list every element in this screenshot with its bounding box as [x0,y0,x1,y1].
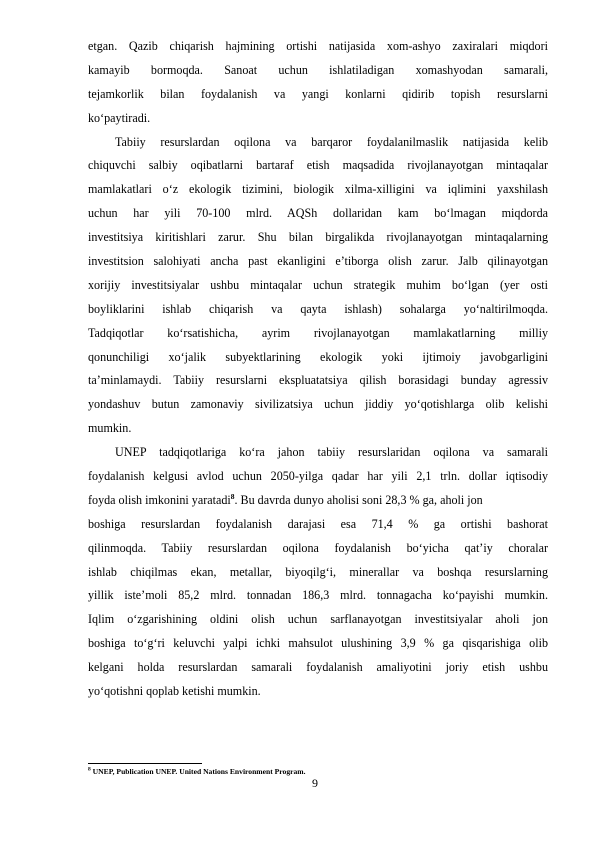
text-line: ta’minlamaydi. Tabiiy resurslarni ekspluatatsiya qilish borasidagi bunday agressiv [88,373,548,388]
text-line: ishlab chiqilmas ekan, metallar, biyoqilg‘i, minerallar va boshqa resurslarning [88,564,548,579]
text-line: boyliklarini ishlab chiqarish va qayta ishlash) sohalarga yo‘naltirilmoqda. [88,301,548,316]
text-line: ko‘paytiradi. [88,110,151,125]
footnote-reference: 8 [230,491,235,501]
text-line: kamayib bormoqda. Sanoat uchun ishlatiladigan xomashyodan samarali, [88,62,548,77]
text-line: yillik iste’moli 85,2 mlrd. tonnadan 186,3 mlrd. tonnagacha ko‘payishi mumkin. [88,588,548,603]
text-line: chiquvchi salbiy oqibatlarni bartaraf etish maqsadida rivojlanayotgan mintaqalar [88,158,548,173]
text-line: qonunchiligi xo‘jalik subyektlarining ekologik yoki ijtimoiy javobgarligini [88,349,548,364]
text-line: UNEP tadqiqotlariga ko‘ra jahon tabiiy resurslaridan oqilona va samarali [115,445,548,460]
text-line: Iqlim o‘zgarishining oldini olish uchun sarflanayotgan investitsiyalar aholi jon [88,612,548,627]
paragraph-3 [88,441,548,704]
text-line: etgan. Qazib chiqarish hajmining ortishi natijasida xom-ashyo zaxiralari miqdori [88,39,548,53]
text-line: Tabiiy resurslardan oqilona va barqaror foydalanilmaslik natijasida kelib [115,134,548,149]
text-line: yondashuv butun zamonaviy sivilizatsiya uchun jiddiy yo‘qotishlarga olib kelishi [88,397,548,412]
text-line: kelgani holda resurslardan samarali foydalanish amaliyotini joriy etish ushbu [88,660,548,675]
text-line: boshiga to‘g‘ri keluvchi yalpi ichki mahsulot ulushining 3,9 % ga qisqarishiga olib [88,636,548,651]
text-line: uchun har yili 70-100 mlrd. AQSh dollaridan kam bo‘lmagan miqdorda [88,206,548,221]
text-line: mamlakatlari o‘z ekologik tizimini, biologik xilma-xilligini va iqlimini yaxshilash [88,182,548,197]
footnote [88,767,306,776]
footnote-marker: 8 [88,766,91,773]
text-line: boshiga resurslardan foydalanish darajasi esa 71,4 % ga ortishi bashorat [88,516,548,531]
text-line [88,489,548,513]
page-number: 9 [312,776,318,790]
text-line: tejamkorlik bilan foydalanish va yangi konlarni qidirib topish resurslarni [88,86,548,101]
paragraph-1 [88,35,548,131]
text-segment: foyda olish imkonini yaratadi [88,492,231,507]
text-line: mumkin. [88,421,132,436]
text-line: investitsion salohiyati ancha past ekanligini e’tiborga olish zarur. Jalb qilinayotgan [88,254,548,269]
footnote-text: UNEP, Publication UNEP. United Nations Environment Program. [92,767,306,776]
text-line: yo‘qotishni qoplab ketishi mumkin. [88,684,261,699]
text-line: xorijiy investitsiyalar ushbu mintaqalar uchun strategik muhim bo‘lgan (yer osti [88,277,548,292]
text-line: qilinmoqda. Tabiiy resurslardan oqilona foydalanish bo‘yicha qat’iy choralar [88,540,548,555]
text-segment: . Bu davrda dunyo aholisi soni 28,3 % ga, aholi jon [234,492,483,507]
text-line: Tadqiqotlar ko‘rsatishicha, ayrim rivojlanayotgan mamlakatlarning milliy [88,325,548,340]
footnote-divider [88,763,202,764]
text-line: foydalanish kelgusi avlod uchun 2050-yilga qadar har yili 2,1 trln. dollar iqtisodiy [88,469,548,484]
paragraph-2 [88,131,548,442]
body-text [88,35,548,704]
text-line: investitsiya kiritishlari zarur. Shu bilan birgalikda rivojlanayotgan mintaqalarning [88,230,548,245]
